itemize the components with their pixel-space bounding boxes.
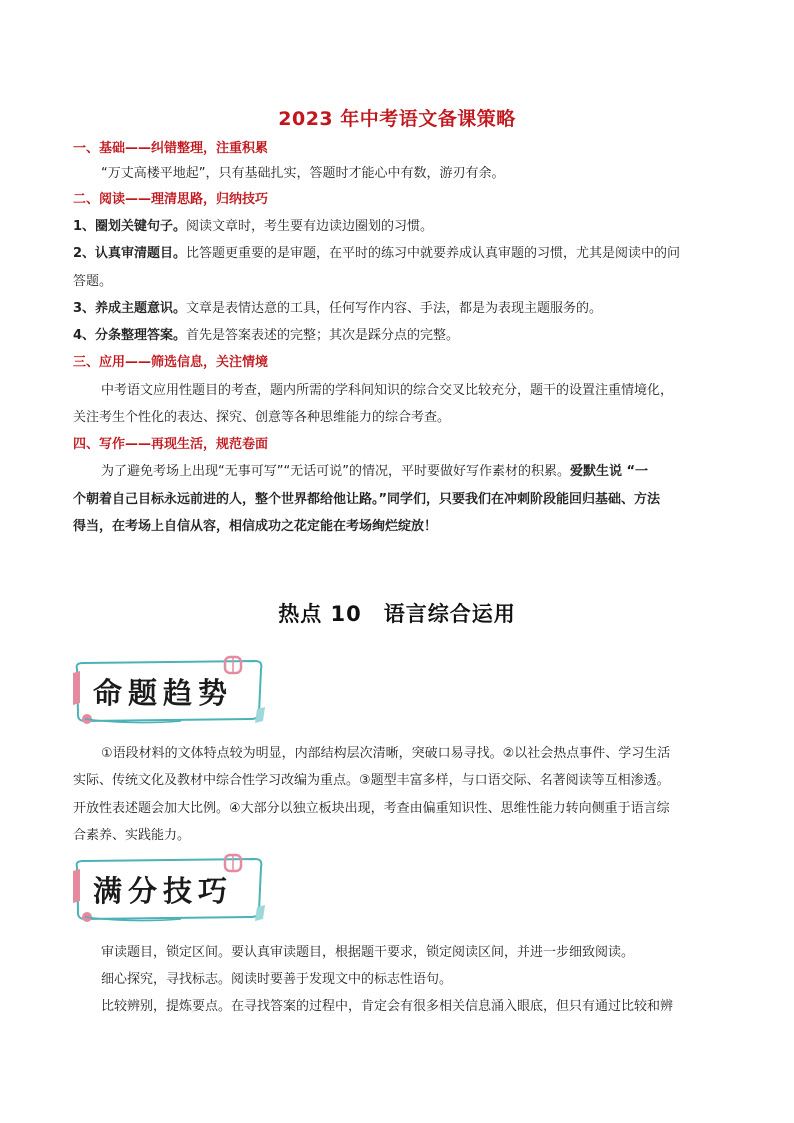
reading-item-3 — [73, 297, 602, 316]
basics-paragraph: “万丈高楼平地起”，只有基础扎实，答题时才能心中有数，游刃有余。 — [101, 166, 505, 181]
skill-paragraph-line: 细心探究，寻找标志。阅读时要善于发现文中的标志性语句。 — [101, 972, 453, 987]
section-heading-basics: 一、基础——纠错整理，注重积累 — [73, 141, 269, 156]
banner-trend-label: 命题趋势 — [93, 676, 234, 710]
reading-item-2 — [73, 242, 680, 261]
reading-item-text: 首先是答案表述的完整；其次是踩分点的完整。 — [186, 328, 460, 343]
reading-item-lead: 2、认真审清题目。 — [73, 246, 187, 261]
reading-item-text: 比答题更重要的是审题，在平时的练习中就要养成认真审题的习惯，尤其是阅读中的问 — [186, 246, 681, 261]
trend-paragraph-line: 开放性表述题会加大比例。④大部分以独立板块出现，考查由偏重知识性、思维性能力转向侧重于语言综 — [73, 801, 670, 816]
document-title: 2023 年中考语文备课策略 — [278, 108, 516, 130]
hotpoint-title — [0, 598, 794, 628]
skill-paragraph-line: 比较辨别，提炼要点。在寻找答案的过程中，肯定会有很多相关信息涌入眼底，但只有通过比较和辨 — [101, 999, 674, 1014]
section-heading-reading: 二、阅读——理清思路，归纳技巧 — [73, 192, 269, 207]
writing-paragraph-line: 得当，在考场上自信从容，相信成功之花定能在考场绚烂绽放！ — [73, 519, 438, 534]
hotpoint-number: 热点 10 — [278, 602, 362, 626]
writing-paragraph-line: 个朝着自己目标永远前进的人，整个世界都给他让路。”同学们，只要我们在冲刺阶段能回归基础、方法 — [73, 492, 661, 507]
application-paragraph-line: 中考语文应用性题目的考查，题内所需的学科间知识的综合交叉比较充分，题干的设置注重情境化， — [101, 383, 674, 398]
reading-item-1 — [73, 215, 433, 234]
writing-quote-start: 爱默生说 “一 — [569, 464, 649, 479]
trend-paragraph-line: 合素养、实践能力。 — [73, 828, 191, 843]
banner-trend — [71, 655, 267, 725]
reading-item-text: 阅读文章时，考生要有边读边圈划的习惯。 — [186, 219, 434, 234]
banner-skills-label: 满分技巧 — [93, 874, 234, 908]
trend-paragraph-line: 实际、传统文化及教材中综合性学习改编为重点。③题型丰富多样，与口语交际、名著阅读等互相渗透。 — [73, 773, 670, 788]
reading-item-lead: 3、养成主题意识。 — [73, 301, 187, 316]
skill-paragraph-line: 审读题目，锁定区间。要认真审读题目，根据题干要求，锁定阅读区间，并进一步细致阅读。 — [101, 945, 635, 960]
section-heading-application: 三、应用——筛选信息，关注情境 — [73, 355, 269, 370]
banner-skills — [71, 853, 267, 923]
application-paragraph-line: 关注考生个性化的表达、探究、创意等各种思维能力的综合考查。 — [73, 410, 451, 425]
trend-paragraph-line: ①语段材料的文体特点较为明显，内部结构层次清晰，突破口易寻找。②以社会热点事件、学习生活 — [101, 746, 671, 761]
writing-paragraph-line — [101, 460, 648, 479]
reading-item-2-continued: 答题。 — [73, 274, 113, 289]
reading-item-4 — [73, 324, 459, 343]
reading-item-text: 文章是表情达意的工具，任何写作内容、手法，都是为表现主题服务的。 — [186, 301, 603, 316]
section-heading-writing: 四、写作——再现生活，规范卷面 — [73, 437, 269, 452]
reading-item-lead: 4、分条整理答案。 — [73, 328, 187, 343]
reading-item-lead: 1、圈划关键句子。 — [73, 219, 187, 234]
hotpoint-topic: 语言综合运用 — [383, 602, 516, 626]
writing-paragraph-text: 为了避免考场上出现“无事可写”“无话可说”的情况，平时要做好写作素材的积累。 — [101, 464, 570, 479]
